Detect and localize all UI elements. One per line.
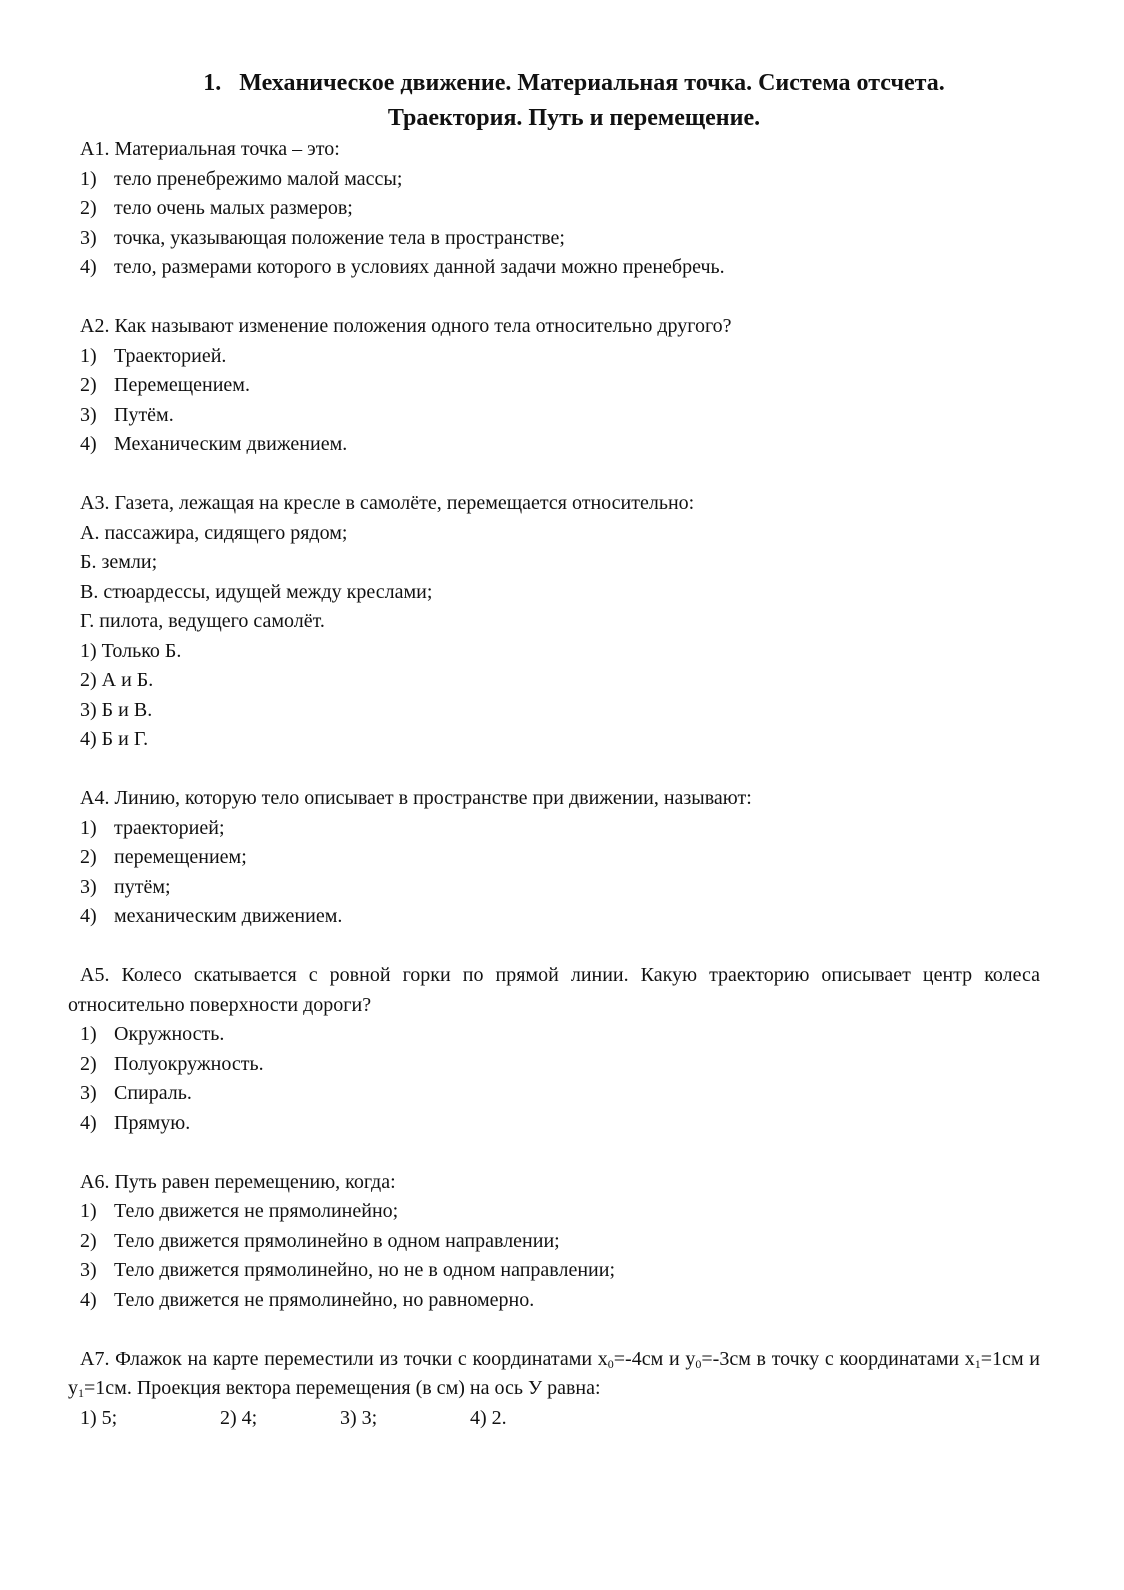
option-number: 2): [80, 1229, 97, 1252]
question-a1: [68, 135, 1040, 283]
option-text: траекторией;: [114, 816, 225, 839]
option: [68, 194, 1040, 224]
stem-text: =-4см и y: [613, 1347, 696, 1370]
option-text: тело очень малых размеров;: [114, 197, 353, 219]
subscript: 0: [607, 1356, 614, 1371]
option-number: 2): [80, 197, 97, 219]
option-number: 1): [80, 1200, 97, 1222]
stem-text: А7. Флажок на карте переместили из точки с координатами x: [80, 1347, 608, 1370]
option-number: 3): [80, 226, 97, 249]
option: 1) 5;: [80, 1406, 118, 1429]
option-text: тело пренебрежимо малой массы;: [114, 167, 403, 190]
option-text: Механическим движением.: [114, 433, 348, 455]
statement: А. пассажира, сидящего рядом;: [80, 521, 348, 544]
statement: Б. земли;: [80, 551, 158, 573]
option-number: 1): [80, 816, 97, 839]
question-stem: А5. Колесо скатывается с ровной горки по прямой линии. Какую траекторию описывает центр колеса относительно поверхности дороги?: [68, 964, 1040, 1016]
option-text: Тело движется не прямолинейно;: [114, 1200, 399, 1222]
option-text: Перемещением.: [114, 374, 250, 396]
title-text-1: Механическое движение. Материальная точка. Система отсчета.: [239, 70, 945, 96]
option-text: Прямую.: [114, 1111, 191, 1134]
option: [68, 902, 1040, 932]
question-stem: [68, 1345, 1040, 1404]
option: 4) Б и Г.: [80, 728, 149, 750]
option-text: Окружность.: [114, 1023, 225, 1045]
option: [68, 843, 1040, 873]
option-number: 3): [80, 1259, 97, 1281]
statement: В. стюардессы, идущей между креслами;: [80, 580, 433, 603]
option-number: 1): [80, 167, 97, 190]
option-number: 2): [80, 1052, 97, 1075]
option-number: 4): [80, 1288, 97, 1311]
option: [68, 1020, 1040, 1050]
option: [68, 430, 1040, 460]
option-text: Тело движется прямолинейно, но не в одном направлении;: [114, 1259, 615, 1281]
option-number: 2): [80, 846, 97, 868]
option: [68, 1079, 1040, 1109]
option: 1) Только Б.: [80, 639, 182, 662]
option: [68, 1256, 1040, 1286]
section-number: 1.: [203, 70, 222, 96]
option-number: 4): [80, 1111, 97, 1134]
option: 2) 4;: [220, 1406, 258, 1429]
question-a3: [68, 489, 1040, 755]
question-a7: [68, 1345, 1040, 1434]
option: [68, 873, 1040, 903]
option: 2) А и Б.: [80, 669, 154, 691]
option-text: Путём.: [114, 403, 174, 426]
option: [68, 165, 1040, 195]
option-number: 1): [80, 344, 97, 367]
question-a5: [68, 961, 1040, 1138]
option-text: тело, размерами которого в условиях данной задачи можно пренебречь.: [114, 256, 725, 278]
title-line-1: [12, 66, 1124, 100]
option: [68, 814, 1040, 844]
subscript: 1: [974, 1356, 981, 1371]
option: [68, 342, 1040, 372]
option-text: перемещением;: [114, 846, 247, 868]
question-stem: А1. Материальная точка – это:: [80, 138, 340, 160]
option: 3) 3;: [340, 1406, 378, 1429]
option: [68, 1227, 1040, 1257]
subscript: 0: [695, 1356, 702, 1371]
option-text: Тело движется прямолинейно в одном направлении;: [114, 1229, 560, 1252]
option: [68, 401, 1040, 431]
option-number: 3): [80, 403, 97, 426]
option-text: Тело движется не прямолинейно, но равномерно.: [114, 1288, 535, 1311]
option: [68, 371, 1040, 401]
question-a6: [68, 1168, 1040, 1316]
statement: Г. пилота, ведущего самолёт.: [80, 610, 325, 632]
option: [68, 1286, 1040, 1316]
subscript: 1: [78, 1386, 84, 1400]
title-line-2: Траектория. Путь и перемещение.: [387, 105, 761, 131]
stem-text: =-3см в точку с координатами x: [701, 1347, 975, 1370]
option: [68, 224, 1040, 254]
question-stem: А3. Газета, лежащая на кресле в самолёте, перемещается относительно:: [80, 492, 695, 514]
option-number: 2): [80, 374, 97, 396]
option: [68, 1197, 1040, 1227]
questions: [68, 135, 1040, 1463]
option-number: 4): [80, 905, 97, 927]
option-text: Траекторией.: [114, 344, 227, 367]
option-number: 1): [80, 1023, 97, 1045]
option-text: механическим движением.: [114, 905, 343, 927]
stem-text: =1см. Проекция вектора перемещения (в см) на ось У равна:: [84, 1377, 601, 1399]
option: [68, 1109, 1040, 1139]
question-stem: А2. Как называют изменение положения одного тела относительно другого?: [80, 315, 732, 337]
option-number: 3): [80, 875, 97, 898]
option-number: 3): [80, 1082, 97, 1104]
option-text: точка, указывающая положение тела в пространстве;: [114, 226, 565, 249]
question-stem: А6. Путь равен перемещению, когда:: [80, 1170, 396, 1193]
option-text: путём;: [114, 875, 171, 898]
option-number: 4): [80, 256, 97, 278]
stem-text: =1см и y: [68, 1347, 1041, 1399]
question-a4: [68, 784, 1040, 932]
question-a2: [68, 312, 1040, 460]
option-text: Спираль.: [114, 1082, 192, 1104]
option: 4) 2.: [470, 1406, 507, 1429]
option: [68, 1050, 1040, 1080]
option-text: Полуокружность.: [114, 1052, 264, 1075]
question-stem: А4. Линию, которую тело описывает в пространстве при движении, называют:: [80, 787, 752, 809]
option: [68, 253, 1040, 283]
option: 3) Б и В.: [80, 698, 153, 721]
option-number: 4): [80, 433, 97, 455]
options-row: [68, 1404, 1040, 1434]
